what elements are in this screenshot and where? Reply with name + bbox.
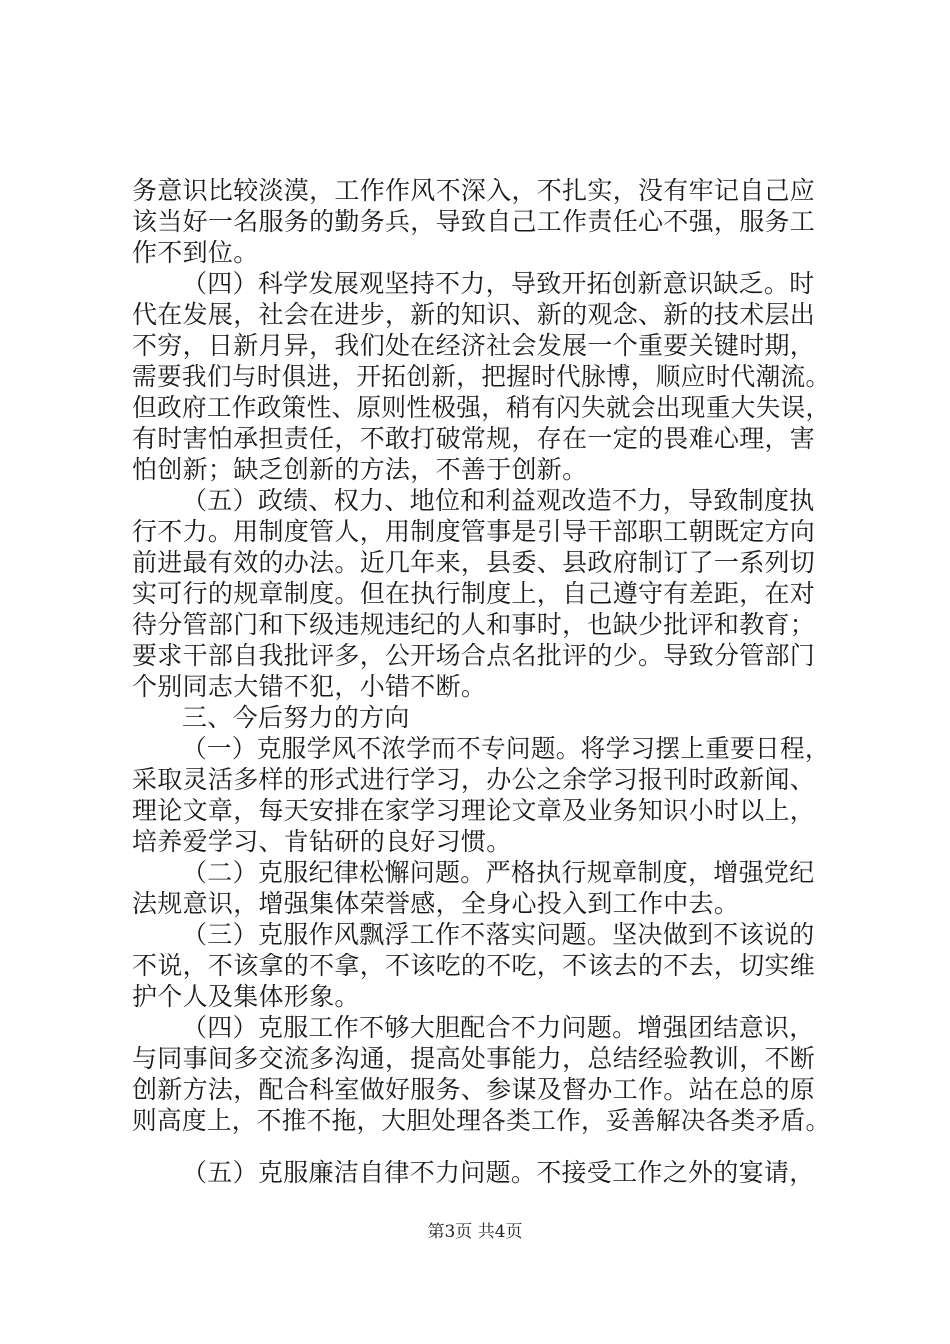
paragraph-start-line: （五）政绩、权力、地位和利益观改造不力，导致制度执 [182,486,815,515]
body-line: 行不力。用制度管人，用制度管事是引导干部职工朝既定方向 [132,517,816,546]
body-line: 不说，不该拿的不拿，不该吃的不吃，不该去的不去，切实维 [132,951,816,980]
body-line: 该当好一名服务的勤务兵，导致自己工作责任心不强，服务工 [132,207,816,236]
section-heading: 三、今后努力的方向 [182,703,410,732]
body-line: 有时害怕承担责任，不敢打破常规，存在一定的畏难心理，害 [132,424,816,453]
body-line: 与同事间多交流多沟通，提高处事能力，总结经验教训，不断 [132,1044,816,1073]
body-line: 理论文章，每天安排在家学习理论文章及业务知识小时以上， [132,796,816,825]
body-line: 法规意识，增强集体荣誉感，全身心投入到工作中去。 [132,889,740,918]
paragraph-start-line: （一）克服学风不浓学而不专问题。将学习摆上重要日程， [182,734,830,763]
paragraph-start-line: （五）克服廉洁自律不力问题。不接受工作之外的宴请， [182,1158,815,1187]
paragraph-start-line: （三）克服作风飘浮工作不落实问题。坚决做到不该说的 [182,920,815,949]
body-line: 怕创新；缺乏创新的方法，不善于创新。 [132,455,588,484]
body-line: 务意识比较淡漠，工作作风不深入，不扎实，没有牢记自己应 [132,176,816,205]
body-line: 需要我们与时俱进，开拓创新，把握时代脉博，顺应时代潮流。 [132,362,831,391]
body-line: 创新方法，配合科室做好服务、参谋及督办工作。站在总的原 [132,1075,816,1104]
body-line: 要求干部自我批评多，公开场合点名批评的少。导致分管部门 [132,641,816,670]
body-line: 不穷，日新月异，我们处在经济社会发展一个重要关键时期， [132,331,816,360]
paragraph-start-line: （二）克服纪律松懈问题。严格执行规章制度，增强党纪 [182,858,815,887]
body-line: 则高度上，不推不拖，大胆处理各类工作，妥善解决各类矛盾。 [132,1106,831,1135]
body-line: 采取灵活多样的形式进行学习，办公之余学习报刊时政新闻、 [132,765,816,794]
body-line: 代在发展，社会在进步，新的知识、新的观念、新的技术层出 [132,300,816,329]
paragraph-start-line: （四）科学发展观坚持不力，导致开拓创新意识缺乏。时 [182,269,815,298]
body-line: 但政府工作政策性、原则性极强，稍有闪失就会出现重大失误， [132,393,831,422]
body-line: 作不到位。 [132,238,259,267]
body-line: 护个人及集体形象。 [132,982,360,1011]
body-line: 个别同志大错不犯，小错不断。 [132,672,487,701]
paragraph-start-line: （四）克服工作不够大胆配合不力问题。增强团结意识， [182,1013,815,1042]
body-line: 待分管部门和下级违规违纪的人和事时，也缺少批评和教育； [132,610,816,639]
body-line: 前进最有效的办法。近几年来，县委、县政府制订了一系列切 [132,548,816,577]
page-number-footer: 第3页 共4页 [427,1222,523,1242]
body-line: 实可行的规章制度。但在执行制度上，自己遵守有差距，在对 [132,579,816,608]
body-line: 培养爱学习、肯钻研的良好习惯。 [132,827,512,856]
